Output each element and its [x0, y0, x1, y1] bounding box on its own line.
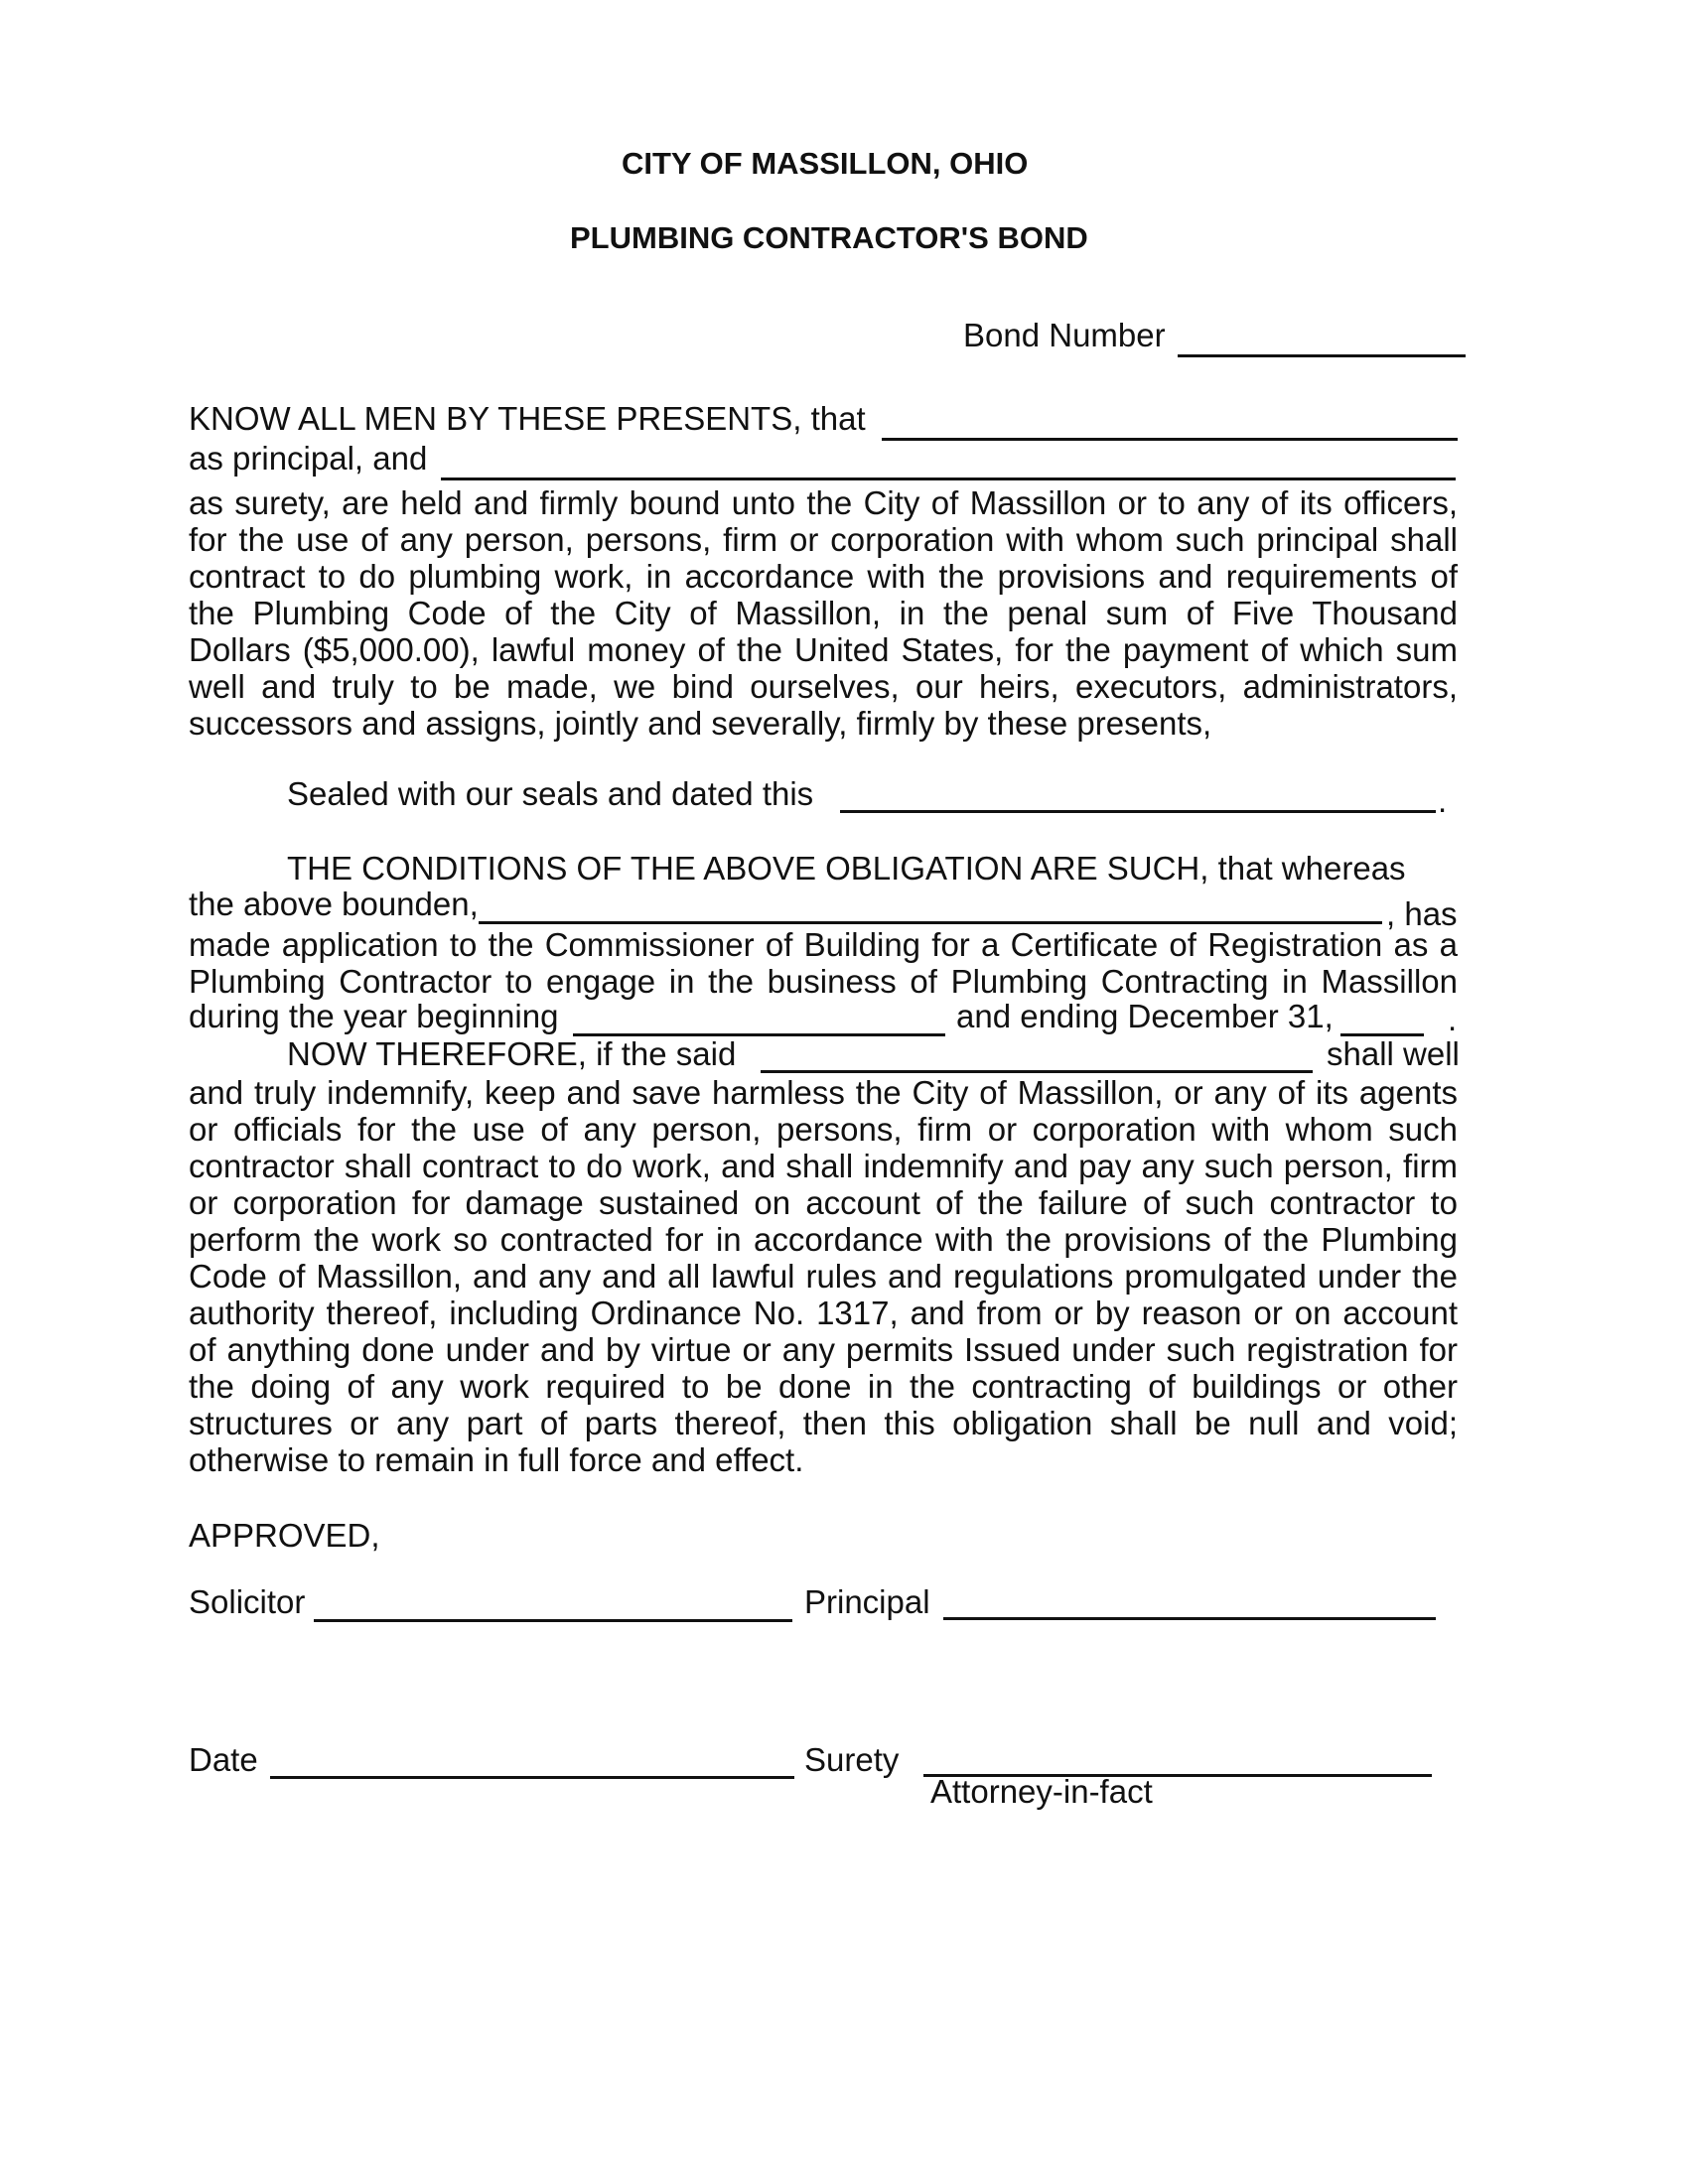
intro-line-2: as principal, and	[189, 440, 428, 477]
now-therefore-line: contractor shall contract to do work, and shall indemnify and pay any such person, firm	[189, 1148, 1458, 1184]
city-heading: CITY OF MASSILLON, OHIO	[622, 146, 1029, 181]
conditions-line-5-mid: and ending December 31,	[956, 998, 1334, 1034]
date-field[interactable]	[270, 1776, 794, 1779]
now-therefore-line: otherwise to remain in full force and effect.	[189, 1441, 804, 1478]
conditions-line-3: made application to the Commissioner of Building for a Certificate of Registration as a	[189, 926, 1458, 963]
now-therefore-line: authority thereof, including Ordinance No. 1317, and from or by reason or on account	[189, 1295, 1458, 1331]
sealed-text: Sealed with our seals and dated this	[287, 775, 814, 812]
obligation-paragraph	[189, 484, 1458, 742]
conditions-line-2-start: the above bounden,	[189, 886, 479, 922]
now-therefore-start: NOW THEREFORE, if the said	[287, 1035, 737, 1072]
conditions-line-4: Plumbing Contractor to engage in the business of Plumbing Contracting in Massillon	[189, 963, 1458, 1000]
now-therefore-line: and truly indemnify, keep and save harmless the City of Massillon, or any of its agents	[189, 1074, 1458, 1111]
conditions-line-1: THE CONDITIONS OF THE ABOVE OBLIGATION ARE SUCH, that whereas	[287, 850, 1406, 887]
now-therefore-line: perform the work so contracted for in accordance with the provisions of the Plumbing	[189, 1221, 1458, 1258]
obligation-line: as surety, are held and firmly bound unto the City of Massillon or to any of its officers,	[189, 484, 1458, 521]
now-therefore-paragraph	[189, 1074, 1458, 1478]
obligation-line: Dollars ($5,000.00), lawful money of the United States, for the payment of which sum	[189, 631, 1458, 668]
solicitor-label: Solicitor	[189, 1583, 306, 1620]
sealed-end: .	[1438, 782, 1448, 819]
now-therefore-end: shall well	[1327, 1035, 1460, 1072]
now-therefore-line: of anything done under and by virtue or any permits Issued under such registration for	[189, 1331, 1458, 1368]
bond-number-field[interactable]	[1178, 354, 1466, 357]
bond-number-label: Bond Number	[963, 317, 1166, 353]
contractor-name-field[interactable]	[761, 1070, 1313, 1073]
principal-label: Principal	[804, 1583, 930, 1620]
obligation-line: the Plumbing Code of the City of Massillon, in the penal sum of Five Thousand	[189, 595, 1458, 631]
conditions-paragraph	[189, 926, 1458, 1000]
intro-line-1: KNOW ALL MEN BY THESE PRESENTS, that	[189, 400, 866, 437]
principal-name-field[interactable]	[882, 438, 1458, 441]
principal-signature-field[interactable]	[943, 1617, 1436, 1620]
now-therefore-line: structures or any part of parts thereof, then this obligation shall be null and void;	[189, 1405, 1458, 1441]
obligation-line: contract to do plumbing work, in accordance with the provisions and requirements of	[189, 558, 1458, 595]
conditions-line-2-end: , has	[1386, 895, 1458, 932]
now-therefore-line: or corporation for damage sustained on account of the failure of such contractor to	[189, 1184, 1458, 1221]
now-therefore-line: the doing of any work required to be done in the contracting of buildings or other	[189, 1368, 1458, 1405]
now-therefore-line: Code of Massillon, and any and all lawful rules and regulations promulgated under the	[189, 1258, 1458, 1295]
approved-label: APPROVED,	[189, 1517, 380, 1554]
obligation-line: well and truly to be made, we bind ourselves, our heirs, executors, administrators,	[189, 668, 1458, 705]
solicitor-signature-field[interactable]	[314, 1619, 792, 1622]
bounden-name-field[interactable]	[479, 921, 1382, 924]
conditions-line-5-start: during the year beginning	[189, 998, 559, 1034]
now-therefore-line: or officials for the use of any person, persons, firm or corporation with whom such	[189, 1111, 1458, 1148]
surety-name-field[interactable]	[441, 478, 1456, 480]
obligation-line: successors and assigns, jointly and severally, firmly by these presents,	[189, 705, 1212, 742]
sealed-date-field[interactable]	[840, 810, 1436, 813]
conditions-line-5-end: .	[1448, 1001, 1458, 1037]
attorney-in-fact-label: Attorney-in-fact	[930, 1773, 1153, 1810]
surety-label: Surety	[804, 1741, 900, 1778]
obligation-line: for the use of any person, persons, firm or corporation with whom such principal shall	[189, 521, 1458, 558]
form-title: PLUMBING CONTRACTOR'S BOND	[570, 220, 1088, 255]
date-label: Date	[189, 1741, 258, 1778]
